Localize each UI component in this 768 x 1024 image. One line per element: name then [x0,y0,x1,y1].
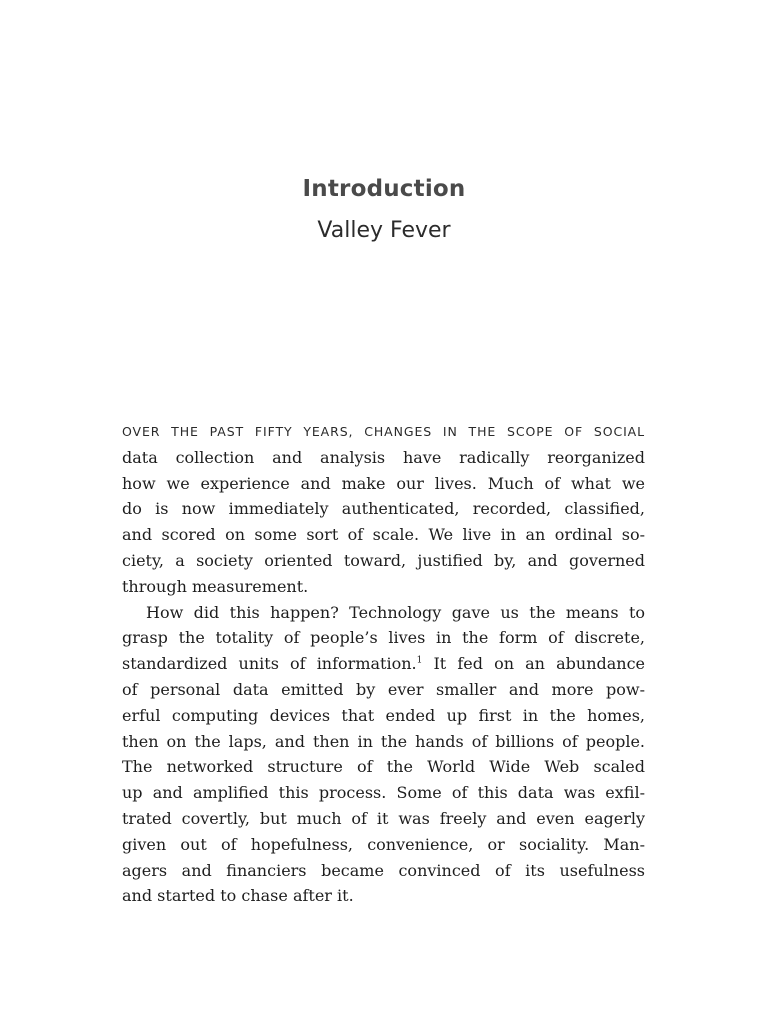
body-text [122,419,645,909]
text-line: How did this happen? Technology gave us the means to [146,602,645,622]
lead-in-smallcaps: OVER THE PAST FIFTY YEARS, CHANGES IN THE SCOPE OF SOCIAL [122,424,645,439]
text-line: up and amplified this process. Some of this data was exfil- [122,783,645,803]
text-line: through measurement. [122,576,309,596]
text-line: erful computing devices that ended up first in the homes, [122,705,645,725]
text-segment: It fed on an abundance [422,654,646,674]
text-line: and started to chase after it. [122,886,354,906]
text-line: grasp the totality of people’s lives in the form of discrete, [122,628,645,648]
text-line: do is now immediately authenticated, recorded, classified, [122,499,645,519]
text-line: data collection and analysis have radically reorganized [122,447,645,467]
text-line: The networked structure of the World Wide Web scaled [122,757,645,777]
text-segment: standardized units of information. [122,654,417,674]
text-line: given out of hopefulness, convenience, or sociality. Man- [122,834,645,854]
text-line: and scored on some sort of scale. We live in an ordinal so- [122,525,645,545]
text-line: trated covertly, but much of it was freely and even eagerly [122,808,645,828]
paragraph-1 [122,419,645,600]
text-line-with-footnote [122,651,645,677]
footnote-reference[interactable]: 1 [416,655,423,666]
chapter-label: Introduction [302,176,466,202]
text-line: agers and financiers became convinced of its usefulness [122,860,645,880]
text-line: of personal data emitted by ever smaller and more pow- [122,679,645,699]
text-line: ciety, a society oriented toward, justified by, and governed [122,550,645,570]
paragraph-2 [122,600,645,910]
chapter-title: Valley Fever [317,218,451,243]
text-line: how we experience and make our lives. Much of what we [122,473,645,493]
text-line: then on the laps, and then in the hands of billions of people. [122,731,645,751]
